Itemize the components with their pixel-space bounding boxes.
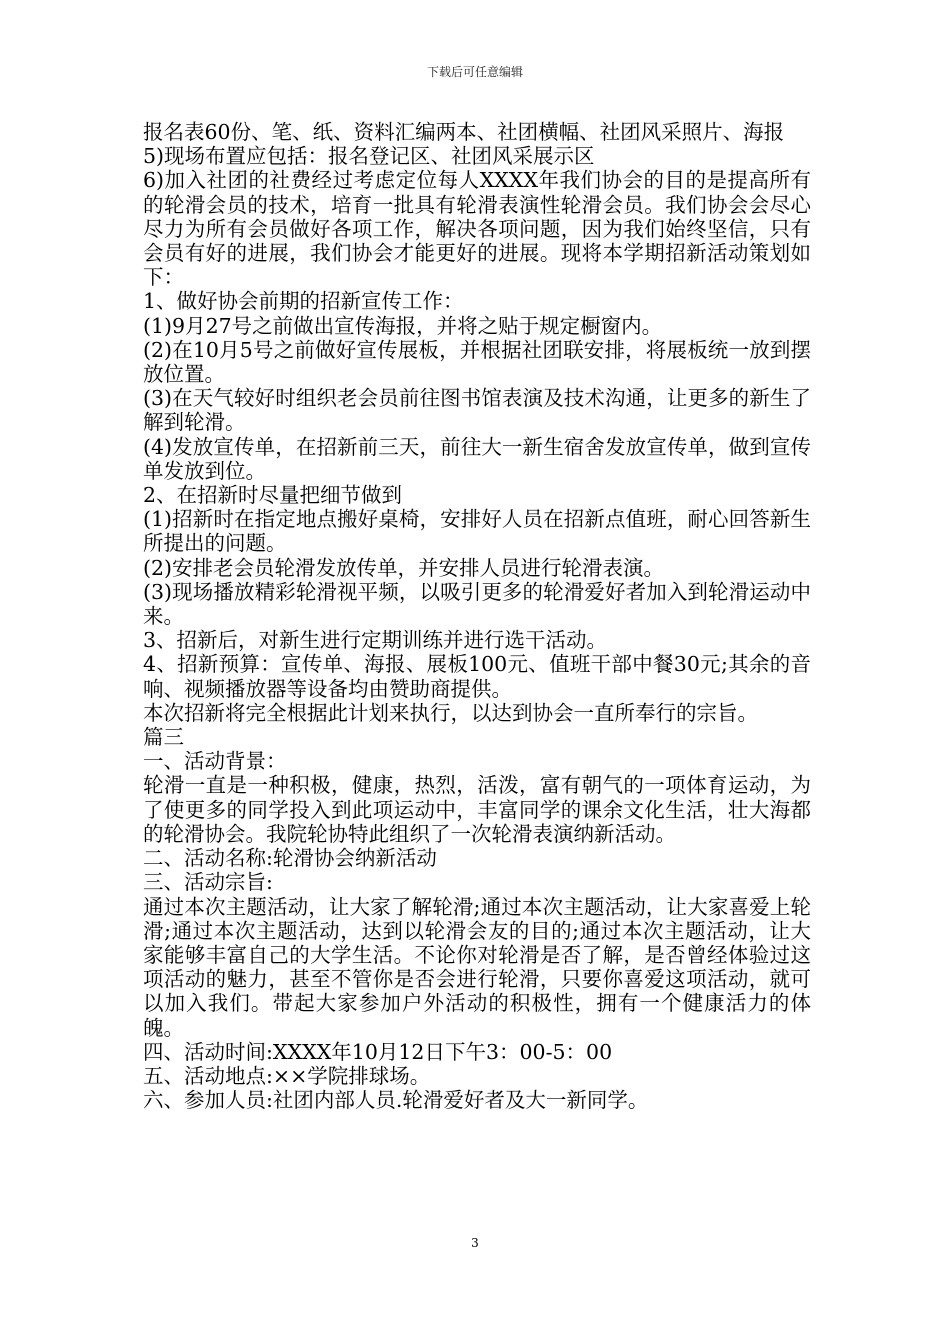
paragraph: 轮滑一直是一种积极，健康，热烈，活泼，富有朝气的一项体育运动，为了使更多的同学投入到此项运动中，丰富同学的课余文化生活，壮大海都的轮滑协会。我院轮协特此组织了一次轮滑表演纳新活动。 bbox=[143, 773, 811, 846]
paragraph: 5)现场布置应包括：报名登记区、社团风采展示区 bbox=[143, 144, 595, 169]
paragraph: 报名表60份、笔、纸、资料汇编两本、社团横幅、社团风采照片、海报 bbox=[143, 120, 785, 144]
paragraph: (4)发放宣传单，在招新前三天，前往大一新生宿舍发放宣传单，做到宣传单发放到位。 bbox=[143, 434, 811, 483]
section-heading: 篇三 bbox=[143, 725, 184, 750]
paragraph: 三、活动宗旨: bbox=[143, 870, 273, 895]
paragraph: 五、活动地点:××学院排球场。 bbox=[143, 1063, 431, 1088]
document-body bbox=[143, 120, 811, 1112]
page-header: 下载后可任意编辑 bbox=[426, 65, 523, 79]
paragraph: 4、招新预算：宣传单、海报、展板100元、值班干部中餐30元;其余的音响、视频播放器等设备均由赞助商提供。 bbox=[143, 652, 811, 701]
paragraph: (2)安排老会员轮滑发放传单，并安排人员进行轮滑表演。 bbox=[143, 555, 665, 580]
paragraph: 六、参加人员:社团内部人员.轮滑爱好者及大一新同学。 bbox=[143, 1088, 649, 1113]
paragraph: 通过本次主题活动，让大家了解轮滑;通过本次主题活动，让大家喜爱上轮滑;通过本次主题活动，达到以轮滑会友的目的;通过本次主题活动，让大家能够丰富自己的大学生活。不论你对轮滑是否了解，是否曾经体验过这项活动的魅力，甚至不管你是否会进行轮滑，只要你喜爱这项活动，就可以加入我们。带起大家参加户外活动的积极性，拥有一个健康活力的体魄。 bbox=[143, 894, 811, 1040]
paragraph: 3、招新后，对新生进行定期训练并进行选干活动。 bbox=[143, 628, 608, 653]
paragraph: 2、在招新时尽量把细节做到 bbox=[143, 483, 403, 508]
paragraph: (2)在10月5号之前做好宣传展板，并根据社团联安排，将展板统一放到摆放位置。 bbox=[143, 337, 811, 387]
paragraph: 四、活动时间:XXXX年10月12日下午3：00-5：00 bbox=[143, 1039, 613, 1064]
paragraph: 一、活动背景： bbox=[143, 749, 287, 774]
paragraph: 二、活动名称:轮滑协会纳新活动 bbox=[143, 846, 437, 871]
paragraph: (1)招新时在指定地点搬好桌椅，安排好人员在招新点值班，耐心回答新生所提出的问题。 bbox=[143, 507, 811, 556]
paragraph: (3)在天气较好时组织老会员前往图书馆表演及技术沟通，让更多的新生了解到轮滑。 bbox=[143, 386, 811, 435]
paragraph: 1、做好协会前期的招新宣传工作： bbox=[143, 289, 464, 314]
paragraph: (3)现场播放精彩轮滑视平频，以吸引更多的轮滑爱好者加入到轮滑运动中来。 bbox=[143, 579, 811, 629]
paragraph: 本次招新将完全根据此计划来执行，以达到协会一直所奉行的宗旨。 bbox=[143, 700, 758, 725]
paragraph: (1)9月27号之前做出宣传海报，并将之贴于规定橱窗内。 bbox=[143, 313, 663, 338]
paragraph: 6)加入社团的社费经过考虑定位每人XXXX年我们协会的目的是提高所有的轮滑会员的技术，培育一批具有轮滑表演性轮滑会员。我们协会会尽心尽力为所有会员做好各项工作，解决各项问题，因为我们始终坚信，只有会员有好的进展，我们协会才能更好的进展。现将本学期招新活动策划如下： bbox=[143, 168, 811, 290]
page-number: 3 bbox=[471, 1236, 479, 1250]
